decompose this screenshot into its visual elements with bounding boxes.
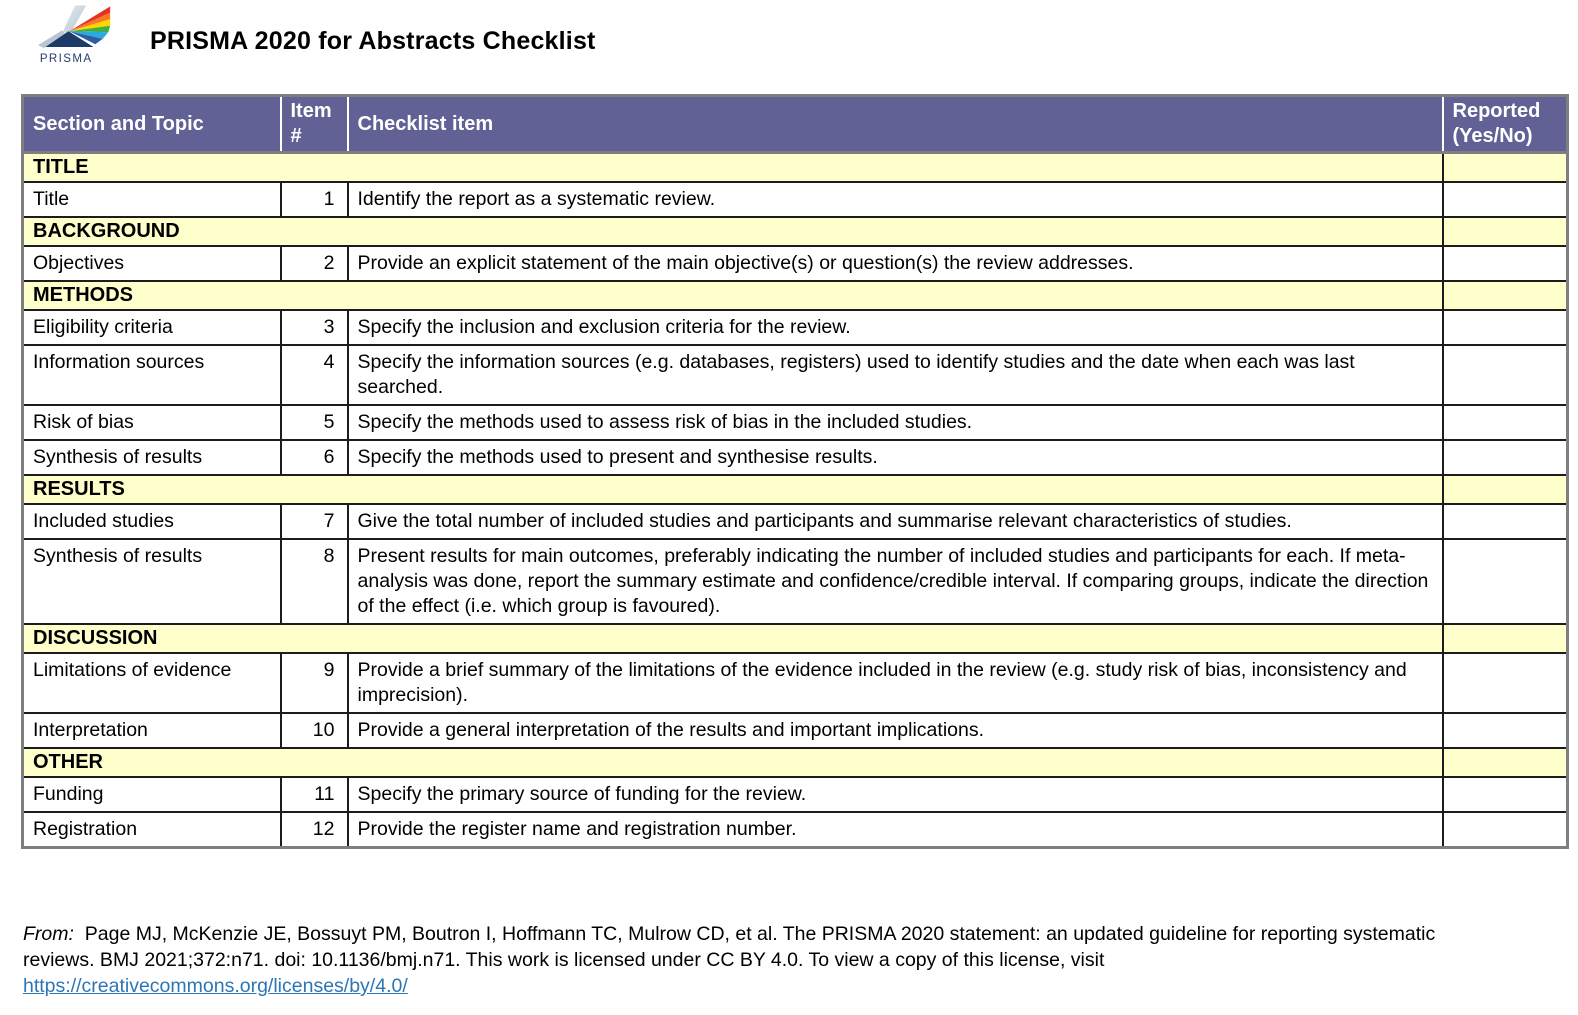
reported-cell[interactable] bbox=[1443, 217, 1568, 246]
topic-cell: Information sources bbox=[23, 345, 281, 405]
reported-cell[interactable] bbox=[1443, 653, 1568, 713]
item-number-cell: 3 bbox=[281, 310, 348, 345]
section-name: DISCUSSION bbox=[23, 624, 1443, 653]
topic-cell: Risk of bias bbox=[23, 405, 281, 440]
topic-cell: Limitations of evidence bbox=[23, 653, 281, 713]
section-row-background bbox=[23, 217, 1568, 246]
reported-cell[interactable] bbox=[1443, 713, 1568, 748]
topic-cell: Synthesis of results bbox=[23, 539, 281, 624]
table-row bbox=[23, 539, 1568, 624]
section-name: BACKGROUND bbox=[23, 217, 1443, 246]
topic-cell: Included studies bbox=[23, 504, 281, 539]
section-name: METHODS bbox=[23, 281, 1443, 310]
prisma-logo bbox=[38, 3, 114, 72]
section-row-methods bbox=[23, 281, 1568, 310]
checklist-item-cell: Specify the primary source of funding for the review. bbox=[348, 777, 1443, 812]
item-number-cell: 7 bbox=[281, 504, 348, 539]
col-header-reported: Reported (Yes/No) bbox=[1443, 96, 1568, 153]
reported-cell[interactable] bbox=[1443, 246, 1568, 281]
item-number-cell: 4 bbox=[281, 345, 348, 405]
table-row bbox=[23, 182, 1568, 217]
section-row-discussion bbox=[23, 624, 1568, 653]
logo-label: PRISMA bbox=[39, 52, 93, 65]
document-header bbox=[0, 0, 1578, 66]
checklist-item-cell: Identify the report as a systematic review. bbox=[348, 182, 1443, 217]
table-row bbox=[23, 777, 1568, 812]
citation-line-3 bbox=[23, 973, 1518, 999]
topic-cell: Interpretation bbox=[23, 713, 281, 748]
table-row bbox=[23, 440, 1568, 475]
table-row bbox=[23, 812, 1568, 848]
item-number-cell: 1 bbox=[281, 182, 348, 217]
item-number-cell: 10 bbox=[281, 713, 348, 748]
item-number-cell: 6 bbox=[281, 440, 348, 475]
reported-cell[interactable] bbox=[1443, 153, 1568, 183]
checklist-item-cell: Specify the inclusion and exclusion criteria for the review. bbox=[348, 310, 1443, 345]
table-row bbox=[23, 713, 1568, 748]
item-number-cell: 12 bbox=[281, 812, 348, 848]
checklist-item-cell: Present results for main outcomes, preferably indicating the number of included studies and participants for each. If meta-analysis was done, report the summary estimate and confidence/credible interval. If comparing groups, indicate the direction of the effect (i.e. which group is favoured). bbox=[348, 539, 1443, 624]
reported-cell[interactable] bbox=[1443, 812, 1568, 848]
checklist-table bbox=[21, 94, 1569, 849]
checklist-item-cell: Provide a general interpretation of the results and important implications. bbox=[348, 713, 1443, 748]
citation-text: Page MJ, McKenzie JE, Bossuyt PM, Boutron I, Hoffmann TC, Mulrow CD, et al. The PRISMA 2020 statement: an updated guideline for reporting systematic bbox=[84, 923, 1436, 945]
checklist-item-cell: Provide an explicit statement of the main objective(s) or question(s) the review addresses. bbox=[348, 246, 1443, 281]
citation-from-label: From: bbox=[23, 923, 74, 945]
section-name: OTHER bbox=[23, 748, 1443, 777]
checklist-item-cell: Specify the methods used to present and synthesise results. bbox=[348, 440, 1443, 475]
table-row bbox=[23, 345, 1568, 405]
reported-cell[interactable] bbox=[1443, 405, 1568, 440]
col-header-item-number: Item # bbox=[281, 96, 348, 153]
item-number-cell: 11 bbox=[281, 777, 348, 812]
checklist-item-cell: Specify the information sources (e.g. databases, registers) used to identify studies and the date when each was last searched. bbox=[348, 345, 1443, 405]
section-name: RESULTS bbox=[23, 475, 1443, 504]
section-row-other bbox=[23, 748, 1568, 777]
table-row bbox=[23, 653, 1568, 713]
item-number-cell: 8 bbox=[281, 539, 348, 624]
item-number-cell: 2 bbox=[281, 246, 348, 281]
reported-cell[interactable] bbox=[1443, 624, 1568, 653]
topic-cell: Title bbox=[23, 182, 281, 217]
col-header-section-topic: Section and Topic bbox=[23, 96, 281, 153]
page-title: PRISMA 2020 for Abstracts Checklist bbox=[150, 27, 596, 55]
reported-cell[interactable] bbox=[1443, 475, 1568, 504]
topic-cell: Registration bbox=[23, 812, 281, 848]
table-row bbox=[23, 405, 1568, 440]
reported-cell[interactable] bbox=[1443, 539, 1568, 624]
table-row bbox=[23, 504, 1568, 539]
col-header-checklist-item: Checklist item bbox=[348, 96, 1443, 153]
reported-cell[interactable] bbox=[1443, 310, 1568, 345]
reported-cell[interactable] bbox=[1443, 281, 1568, 310]
reported-cell[interactable] bbox=[1443, 440, 1568, 475]
checklist-item-cell: Specify the methods used to assess risk of bias in the included studies. bbox=[348, 405, 1443, 440]
table-row bbox=[23, 310, 1568, 345]
citation-footer bbox=[23, 921, 1518, 999]
topic-cell: Objectives bbox=[23, 246, 281, 281]
prisma-logo-graphic bbox=[38, 3, 112, 67]
reported-cell[interactable] bbox=[1443, 345, 1568, 405]
reported-cell[interactable] bbox=[1443, 777, 1568, 812]
reported-cell[interactable] bbox=[1443, 182, 1568, 217]
reported-cell[interactable] bbox=[1443, 748, 1568, 777]
checklist-item-cell: Provide a brief summary of the limitations of the evidence included in the review (e.g. study risk of bias, inconsistency and imprecision). bbox=[348, 653, 1443, 713]
reported-cell[interactable] bbox=[1443, 504, 1568, 539]
table-row bbox=[23, 246, 1568, 281]
topic-cell: Synthesis of results bbox=[23, 440, 281, 475]
table-header-row bbox=[23, 96, 1568, 153]
section-row-results bbox=[23, 475, 1568, 504]
section-name: TITLE bbox=[23, 153, 1443, 183]
citation-line-1 bbox=[23, 921, 1518, 947]
checklist-item-cell: Provide the register name and registration number. bbox=[348, 812, 1443, 848]
item-number-cell: 9 bbox=[281, 653, 348, 713]
section-row-title bbox=[23, 153, 1568, 183]
license-link[interactable]: https://creativecommons.org/licenses/by/4.0/ bbox=[23, 975, 408, 997]
item-number-cell: 5 bbox=[281, 405, 348, 440]
citation-line-2: reviews. BMJ 2021;372:n71. doi: 10.1136/bmj.n71. This work is licensed under CC BY 4.0. To view a copy of this license, visit bbox=[23, 949, 1105, 971]
checklist-item-cell: Give the total number of included studies and participants and summarise relevant characteristics of studies. bbox=[348, 504, 1443, 539]
topic-cell: Funding bbox=[23, 777, 281, 812]
topic-cell: Eligibility criteria bbox=[23, 310, 281, 345]
